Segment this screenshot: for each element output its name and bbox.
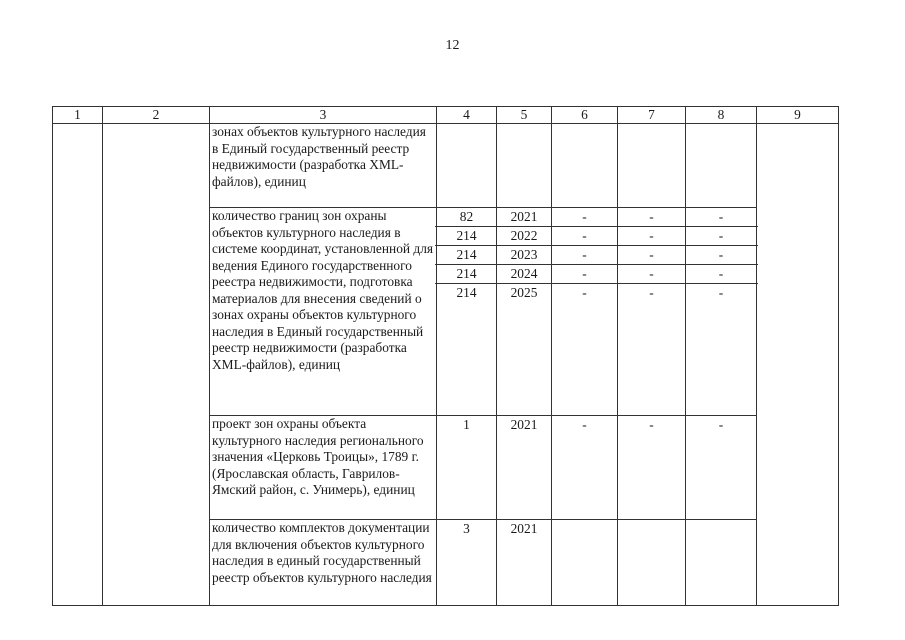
cell-col8 — [686, 416, 757, 520]
dash-item: - — [582, 417, 587, 432]
value-item: 3 — [463, 521, 470, 536]
cell-col8 — [686, 208, 757, 416]
dash-item: - — [550, 246, 619, 265]
value-item: 214 — [435, 227, 498, 246]
cell-year — [497, 520, 552, 606]
dash-item: - — [550, 265, 619, 284]
dash-item: - — [718, 417, 724, 432]
cell-col7 — [618, 124, 686, 208]
cell-years — [497, 208, 552, 416]
cell-col9 — [757, 124, 839, 606]
cell-col7 — [618, 520, 686, 606]
year-item: 2021 — [495, 208, 553, 227]
year-item: 2022 — [495, 227, 553, 246]
header-row — [53, 107, 839, 124]
year-item: 2024 — [495, 265, 553, 284]
cell-col1 — [53, 124, 103, 606]
value-item: 214 — [435, 246, 498, 265]
cell-col8 — [686, 520, 757, 606]
dash-item: - — [616, 246, 687, 265]
table-row — [53, 124, 839, 208]
year-item: 2025 — [510, 285, 538, 300]
cell-col8 — [686, 124, 757, 208]
dash-item: - — [616, 227, 687, 246]
col-header-4: 4 — [437, 107, 497, 124]
col-header-5: 5 — [497, 107, 552, 124]
cell-value — [437, 416, 497, 520]
dash-item: - — [684, 227, 758, 246]
col-header-3: 3 — [210, 107, 437, 124]
col-header-9: 9 — [757, 107, 839, 124]
value-item: 214 — [435, 265, 498, 284]
cell-col7 — [618, 208, 686, 416]
value-item: 214 — [456, 285, 477, 300]
cell-col7 — [618, 416, 686, 520]
dash-item: - — [550, 208, 619, 227]
col-header-6: 6 — [552, 107, 618, 124]
indicator-text: зонах объектов культурного наследия в Единый государственный реестр недвижимости (разработка XML-файлов), единиц — [210, 124, 437, 208]
cell-col6 — [552, 124, 618, 208]
dash-item: - — [718, 285, 724, 300]
year-item: 2021 — [510, 417, 538, 432]
cell-col6 — [552, 520, 618, 606]
dash-item: - — [616, 208, 687, 227]
cell-col2 — [103, 124, 210, 606]
dash-item: - — [616, 265, 687, 284]
cell-year — [497, 416, 552, 520]
value-item: 1 — [463, 417, 470, 432]
dash-item: - — [582, 285, 587, 300]
program-table — [52, 106, 839, 606]
cell-value — [437, 124, 497, 208]
year-item: 2023 — [495, 246, 553, 265]
dash-item: - — [649, 285, 654, 300]
dash-item: - — [550, 227, 619, 246]
col-header-2: 2 — [103, 107, 210, 124]
cell-col6 — [552, 416, 618, 520]
dash-item: - — [649, 417, 654, 432]
year-item: 2021 — [510, 521, 538, 536]
value-item: 82 — [435, 208, 498, 227]
cell-year — [497, 124, 552, 208]
col-header-1: 1 — [53, 107, 103, 124]
dash-item: - — [684, 246, 758, 265]
indicator-text: количество комплектов документации для включения объектов культурного наследия в единый государственный реестр объектов культурного наследия — [210, 520, 437, 606]
page-number: 12 — [445, 38, 460, 53]
dash-item: - — [684, 265, 758, 284]
col-header-8: 8 — [686, 107, 757, 124]
indicator-text: проект зон охраны объекта культурного наследия регионального значения «Церковь Троицы», 1789 г. (Ярославская область, Гаврилов-Ямский район, с. Унимерь), единиц — [210, 416, 437, 520]
col-header-7: 7 — [618, 107, 686, 124]
dash-item: - — [684, 208, 758, 227]
cell-values — [437, 208, 497, 416]
cell-col6 — [552, 208, 618, 416]
cell-value — [437, 520, 497, 606]
indicator-text: количество границ зон охраны объектов культурного наследия в системе координат, установленной для ведения Единого государственного реестра недвижимости, подготовка материалов для внесения сведений о зонах охраны объектов культурного наследия в Единый государственный реестр недвижимости (разработка XML-файлов), единиц — [210, 208, 437, 416]
